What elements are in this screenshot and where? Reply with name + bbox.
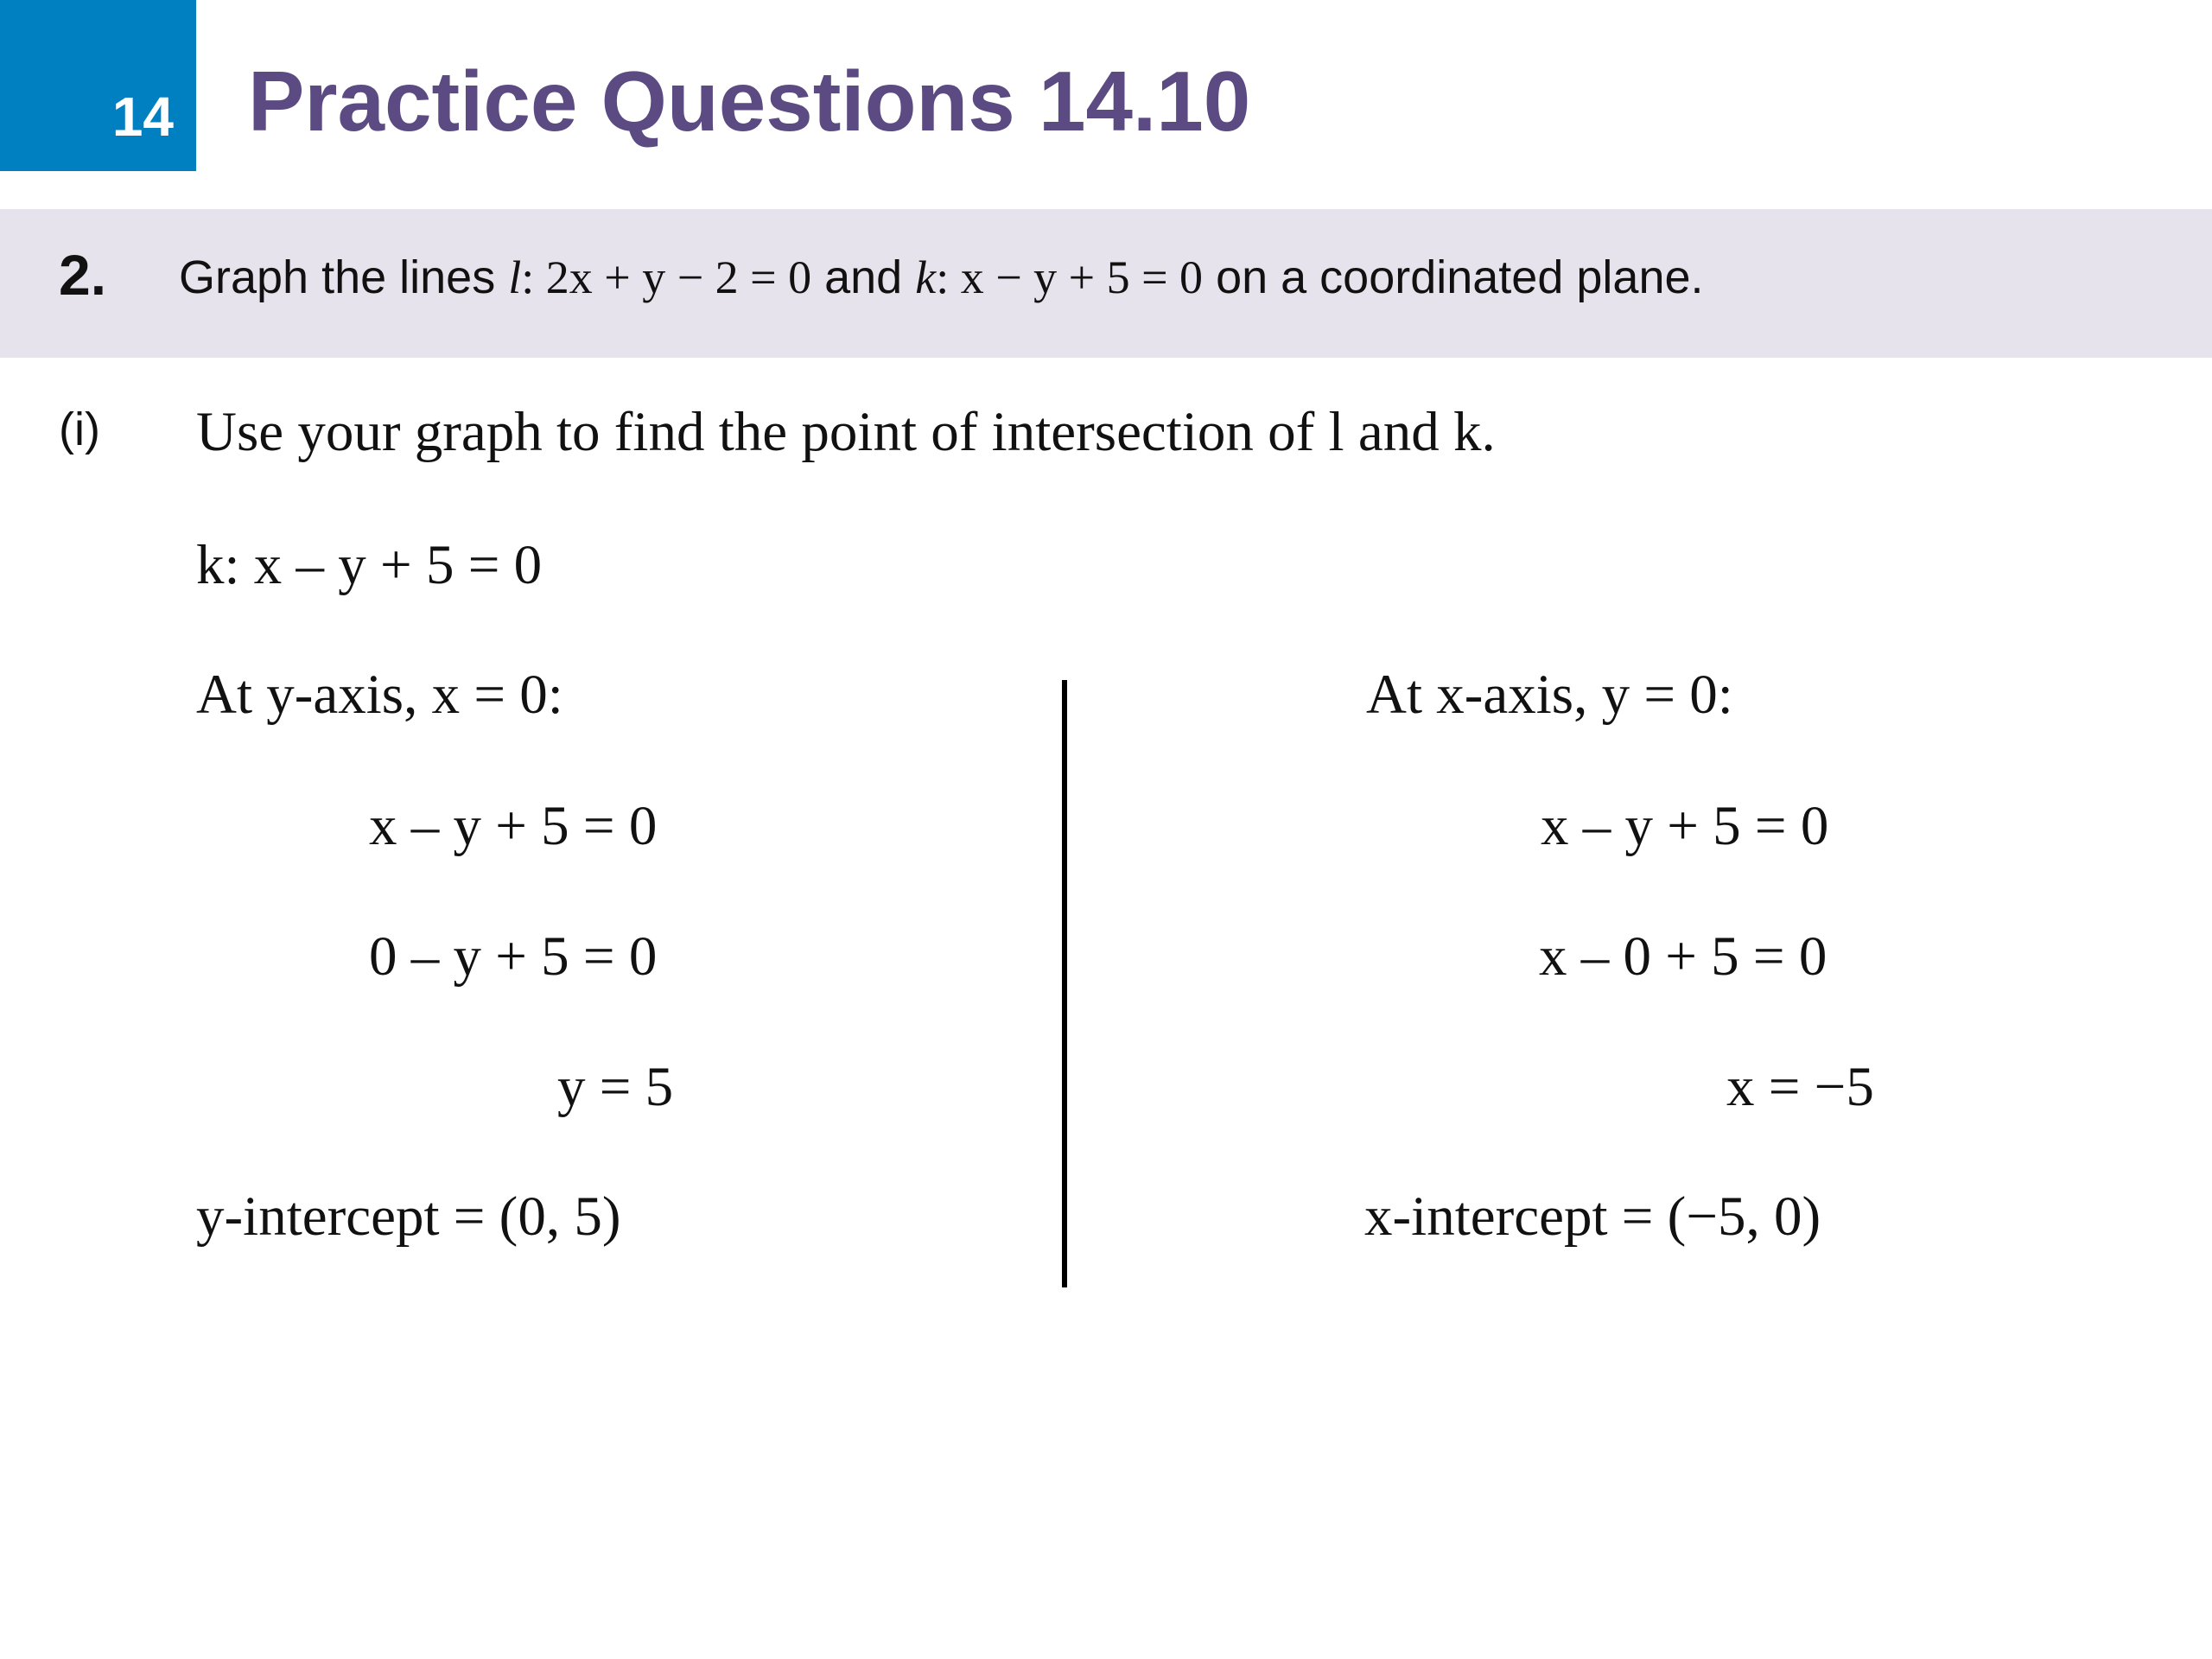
left-step-1: x – y + 5 = 0: [369, 795, 658, 857]
page-title: Practice Questions 14.10: [248, 54, 1251, 149]
line-l-equation: : 2x + y − 2 = 0: [521, 251, 812, 303]
question-number: 2.: [59, 243, 107, 307]
right-step-3: x = −5: [1726, 1056, 1874, 1118]
question-text-mid: and: [811, 251, 916, 303]
question-text: [179, 251, 1704, 304]
column-divider: [1062, 680, 1067, 1287]
equation-k: k: x – y + 5 = 0: [196, 534, 543, 596]
chapter-number: 14: [111, 86, 174, 148]
question-text-end: on a coordinated plane.: [1203, 251, 1704, 303]
left-heading: At y-axis, x = 0:: [196, 664, 563, 726]
x-intercept-result: x-intercept = (−5, 0): [1364, 1185, 1821, 1248]
part-instruction: Use your graph to find the point of intersection of l and k.: [196, 401, 1496, 463]
right-step-2: x – 0 + 5 = 0: [1539, 925, 1827, 988]
y-intercept-result: y-intercept = (0, 5): [196, 1185, 621, 1248]
chapter-badge: [0, 0, 196, 171]
left-step-3: y = 5: [557, 1056, 674, 1118]
left-step-2: 0 – y + 5 = 0: [369, 925, 658, 988]
right-heading: At x-axis, y = 0:: [1366, 664, 1733, 726]
line-k-name: k: [915, 251, 937, 303]
line-k-equation: : x − y + 5 = 0: [936, 251, 1204, 303]
line-l-name: l: [508, 251, 522, 303]
question-text-start: Graph the lines: [179, 251, 509, 303]
right-step-1: x – y + 5 = 0: [1541, 795, 1829, 857]
part-label: (i): [59, 404, 100, 455]
